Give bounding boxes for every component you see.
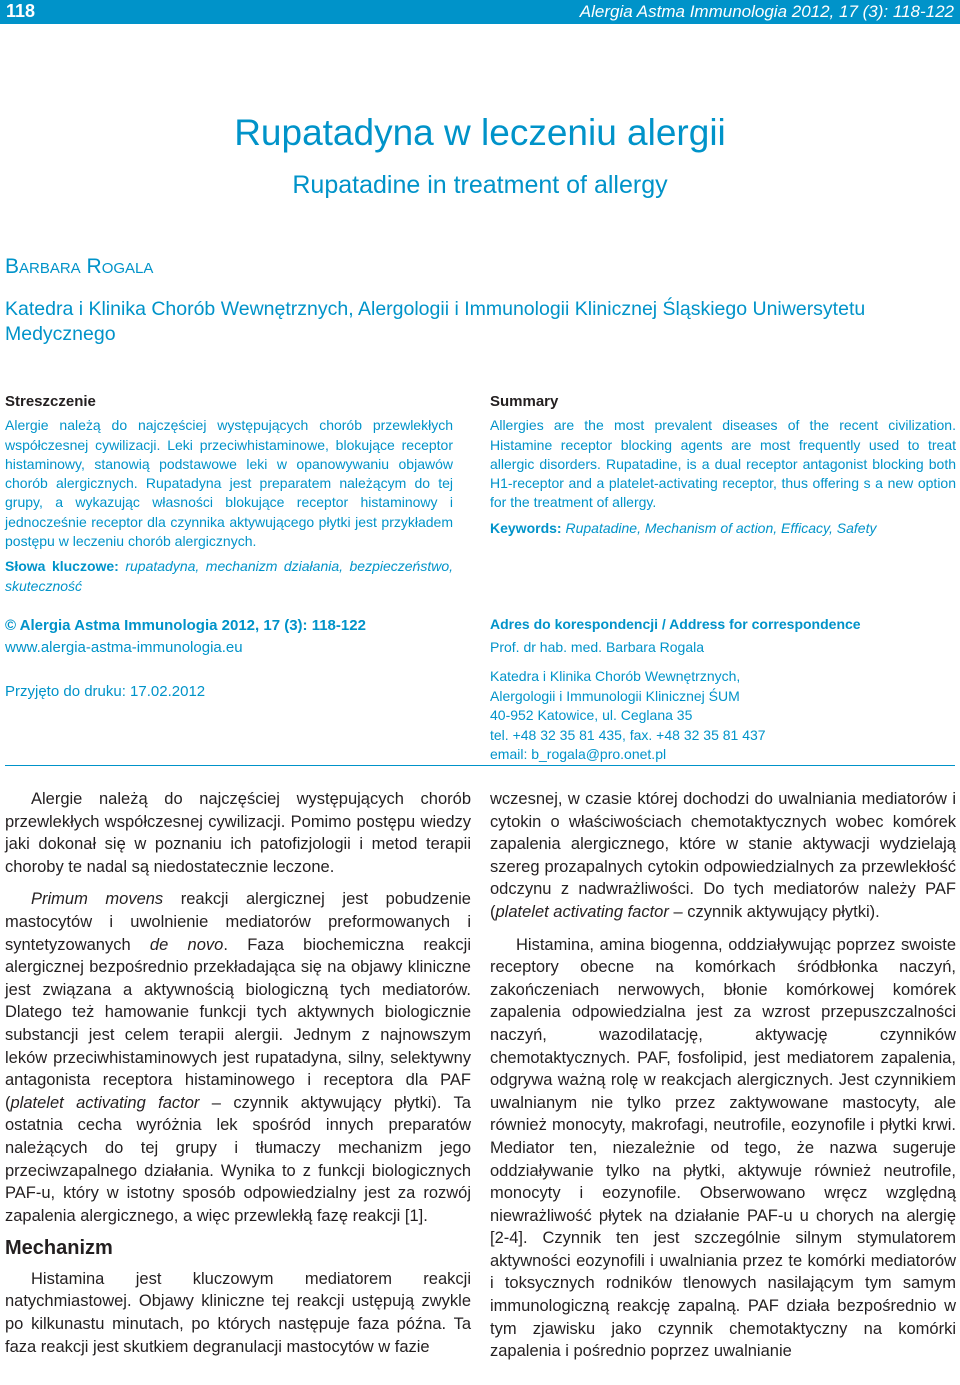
correspondence-name: Prof. dr hab. med. Barbara Rogala: [490, 638, 705, 655]
copyright-line: © Alergia Astma Immunologia 2012, 17 (3): 118-122: [5, 617, 366, 634]
body-paragraph: Histamina jest kluczowym mediatorem reakcji natychmiastowej. Objawy kliniczne tej reakcji ustępują zwykle po kilkunastu minutach, po których następuje faza późna. Ta faza reakcji jest skutkiem degranulacji mastocytów w fazie: [5, 1269, 471, 1356]
correspondence-line1: Katedra i Klinika Chorób Wewnętrznych,: [490, 668, 741, 684]
abstract-en-heading: Summary: [490, 393, 559, 410]
body-paragraph: Alergie należą do najczęściej występujących chorób przewlekłych współczesnej cywilizacji. Pomimo postępu wiedzy jaki dokonał się w poznaniu ich patofizjologii i metod terapii choroby te nadal są niedostatecznie leczone.: [5, 790, 471, 876]
keywords-pl-label: Słowa kluczowe:: [5, 558, 119, 575]
page-number: 118: [6, 1, 36, 21]
keywords-pl-text: rupatadyna, mechanizm działania, bezpieczeństwo, skuteczność: [5, 558, 454, 594]
author-affiliation: Katedra i Klinika Chorób Wewnętrznych, Alergologii i Immunologii Klinicznej Śląskiego Uniwersytetu Medycznego: [5, 298, 866, 345]
abstract-en: [490, 392, 956, 538]
abstract-pl-heading: Streszczenie: [5, 393, 96, 410]
correspondence-line3: 40-952 Katowice, ul. Ceglana 35: [490, 707, 693, 723]
keywords-en: [490, 519, 956, 538]
keywords-en-text: Rupatadine, Mechanism of action, Efficacy, Safety: [565, 519, 877, 536]
section-heading: Mechanizm: [5, 1237, 113, 1260]
abstract-pl: [5, 392, 453, 596]
keywords-pl: [5, 557, 453, 596]
correspondence-block: [490, 615, 956, 765]
keywords-en-label: Keywords:: [490, 519, 562, 536]
journal-citation: Alergia Astma Immunologia 2012, 17 (3): 118-122: [579, 2, 954, 21]
page-header: [0, 0, 960, 24]
body-paragraph: wczesnej, w czasie której dochodzi do uwalniania mediatorów i cytokin o właściwościach chemotaktycznych wobec komórek zapalenia alergicznego, które w stanie aktywacji wydzielają szereg prozapalnych cytokin odpowiedzialnych za przewlekłość odczynu z nadwrażliwości. Do tych mediatorów należy PAF (platelet activating factor – czynnik aktywujący płytki).: [490, 790, 956, 921]
body-column-right: [490, 788, 956, 1373]
publication-info: [5, 615, 455, 703]
correspondence-email[interactable]: email: b_rogala@pro.onet.pl: [490, 746, 667, 762]
abstract-pl-text: Alergie należą do najczęściej występujących chorób przewlekłych współczesnej cywilizacji. Leki przeciwhistaminowe, blokujące receptor histaminowy, stanowią podstawowe leki w opanowywaniu objawów chorób alergicznych. Rupatadyna jest preparatem należącym do tej grupy, a wykazując własności blokujące receptor histaminowy i jednocześnie receptor dla czynnika aktywującego płytki jest przykładem postępu w leczeniu chorób alergicznych.: [5, 417, 453, 550]
article-title-pl: Rupatadyna w leczeniu alergii: [234, 112, 726, 153]
accepted-date: Przyjęto do druku: 17.02.2012: [5, 683, 206, 700]
correspondence-heading: Adres do korespondencji / Address for correspondence: [490, 616, 861, 632]
article-title-en: Rupatadine in treatment of allergy: [292, 171, 668, 199]
journal-website-link[interactable]: www.alergia-astma-immunologia.eu: [5, 639, 243, 656]
section-divider: [5, 765, 955, 766]
abstract-en-text: Allergies are the most prevalent diseases of the recent civilization. Histamine receptor blocking agents are most frequently used to treat allergic disorders. Rupatadine, is a dual receptor antagonist blocking both H1-receptor and a platelet-activating receptor, thus offering s a new option for the treatment of allergy.: [490, 417, 956, 511]
correspondence-phone: tel. +48 32 35 81 435, fax. +48 32 35 81 437: [490, 726, 766, 743]
body-paragraph: Histamina, amina biogenna, oddziaływując poprzez swoiste receptory obecne na komórkach śródbłonka naczyń, zakończeniach nerwowych, błonie komórkowej komórek zapalenia odpowiedzialna jest za wzrost przepuszczalności naczyń, wazodilatację, aktywację czynników chemotaktycznych. PAF, fosfolipid, jest mediatorem zapalenia, odgrywa ważną rolę w reakcjach alergicznych. Jest czynnikiem uwalnianym nie tylko przez zaktywowane mastocyty, ale również monocyty, makrofagi, neutrofile, eozynofile i płytki krwi. Mediator ten, niezależnie od tego, że nazwa sugeruje oddziaływanie tylko na płytki, aktywuje również neutrofile, monocyty i eozynofile. Obserwowano wręcz względną niewrażliwość płytek na działanie PAF-u u chorych na alergię [2-4]. Czynnik ten jest szczególnie silnym stymulatorem aktywności eozynofili i uwalniania przez te komórki mediatorów i toksycznych rodników tlenowych nasilającym tym samym immunologiczną reakcję zapalną. PAF działa bezpośrednio w tym zjawisku jako czynnik chemotaktyczny na komórki zapalenia i pośrednio poprzez uwalnianie: [490, 935, 956, 1361]
body-column-left: [5, 788, 471, 1368]
body-paragraph: Primum movens reakcji alergicznej jest pobudzenie mastocytów i uwolnienie mediatorów preformowanych i syntetyzowanych de novo. Faza biochemiczna reakcji alergicznej bezpośrednio przekładająca się na objawy kliniczne jest związana a aktywnością biologiczną tych mediatorów. Dlatego też hamowanie funkcji tych aktywnych biologicznie substancji jest celem terapii alergii. Jednym z najnowszym leków przeciwhistaminowych jest rupatadyna, silny, selektywny antagonista receptora histaminowego i receptora dla PAF (platelet activating factor – czynnik aktywujący płytki). Ta ostatnia cecha wyróżnia lek spośród innych preparatów należących do tej grupy i tłumaczy mechanizm jego przeciwzapalnego działania. Wynika to z funkcji biologicznych PAF-u, który w istotny sposób odpowiedzialny jest za rozwój zapalenia alergicznego, a więc przewlekłą fazę reakcji [1].: [5, 890, 471, 1225]
correspondence-line2: Alergologii i Immunologii Klinicznej ŚUM: [490, 687, 740, 704]
author-name: Barbara Rogala: [5, 255, 154, 278]
